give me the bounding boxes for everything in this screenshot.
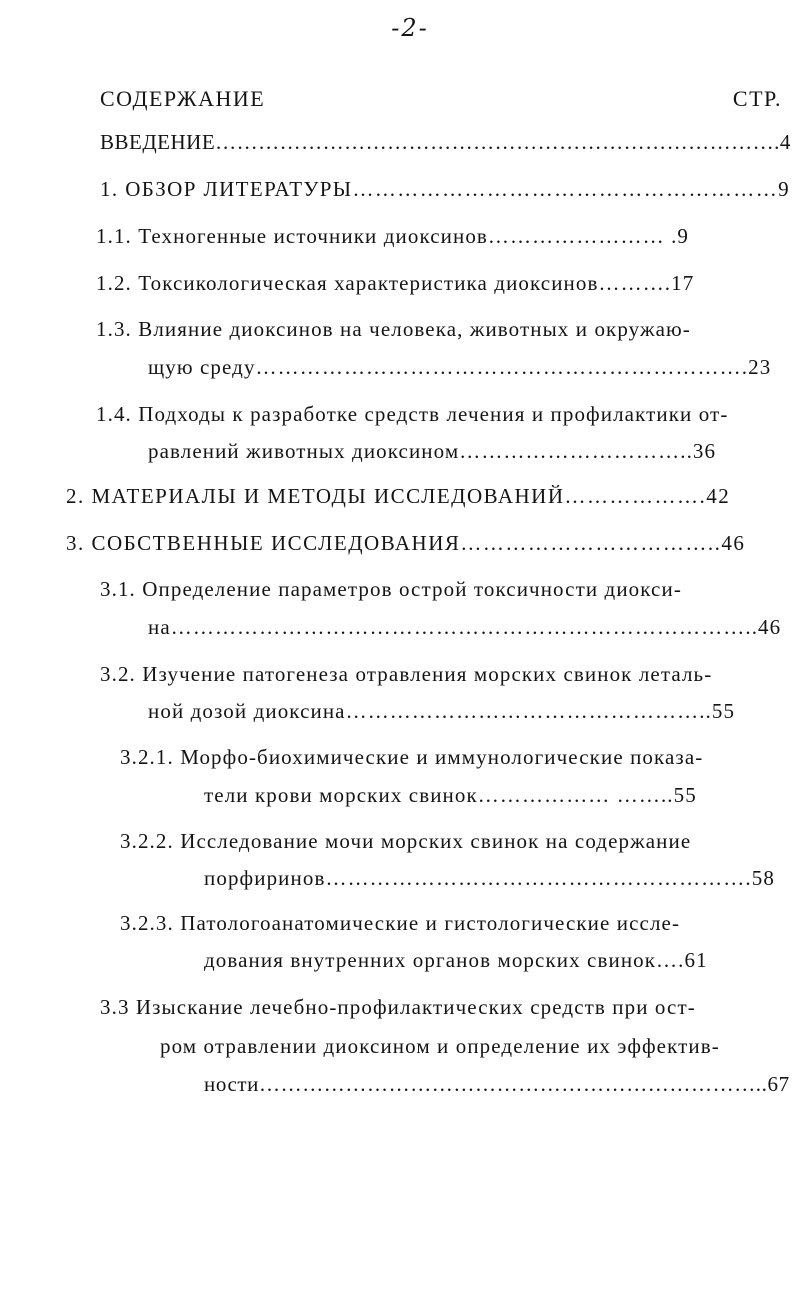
toc-entry-3-2-3: 3.2.3. Патологоанатомические и гистологические иссле- (120, 911, 681, 935)
page-column-label: СТР. (732, 86, 782, 111)
toc-entry-1-4-cont: равлений животных диоксином…………………………..36 (148, 439, 717, 463)
toc-entry-2: 2. МАТЕРИАЛЫ И МЕТОДЫ ИССЛЕДОВАНИЙ……………….42 (66, 484, 731, 508)
toc-entry-3: 3. СОБСТВЕННЫЕ ИССЛЕДОВАНИЯ……………………………..46 (66, 531, 746, 555)
toc-entry-3-3-cont2: ности……………………………………………………………..67 (204, 1072, 790, 1096)
toc-entry-1: 1. ОБЗОР ЛИТЕРАТУРЫ…………………………………………………9 (100, 177, 791, 201)
toc-entry-3-3: 3.3 Изыскание лечебно-профилактических средств при ост- (100, 995, 696, 1019)
toc-entry-3-2: 3.2. Изучение патогенеза отравления морских свинок леталь- (100, 662, 713, 686)
toc-entry-3-2-cont: ной дозой диоксина…………………………………………..55 (148, 699, 736, 723)
toc-entry-3-2-1: 3.2.1. Морфо-биохимические и иммунологические показа- (120, 745, 704, 769)
page-number: -2- (391, 14, 429, 42)
toc-entry-3-2-2: 3.2.2. Исследование мочи морских свинок на содержание (120, 829, 692, 853)
toc-entry-3-3-cont: ром отравлении диоксином и определение их эффектив- (160, 1034, 720, 1058)
toc-entry-1-2: 1.2. Токсикологическая характеристика диоксинов……….17 (96, 271, 695, 295)
toc-entry-3-2-3-cont: дования внутренних органов морских свинок….61 (204, 948, 708, 972)
toc-entry-1-3-cont: щую среду………………………………………………………….23 (148, 355, 772, 379)
toc-entry-3-2-2-cont: порфиринов………………………………………………….58 (204, 866, 775, 890)
toc-entry-introduction: ВВЕДЕНИЕ…………………………………………………………………….4 (100, 130, 791, 154)
toc-entry-3-2-1-cont: тели крови морских свинок……………… ……..55 (204, 783, 697, 807)
toc-entry-3-1-cont: на……………………………………………………………………..46 (148, 615, 782, 639)
toc-entry-1-4: 1.4. Подходы к разработке средств лечения и профилактики от- (96, 402, 729, 426)
toc-entry-3-1: 3.1. Определение параметров острой токсичности диокси- (100, 577, 682, 601)
toc-entry-1-3: 1.3. Влияние диоксинов на человека, животных и окружаю- (96, 317, 691, 341)
toc-heading: СОДЕРЖАНИЕ (100, 86, 266, 111)
toc-entry-1-1: 1.1. Техногенные источники диоксинов…………………… .9 (96, 224, 690, 248)
